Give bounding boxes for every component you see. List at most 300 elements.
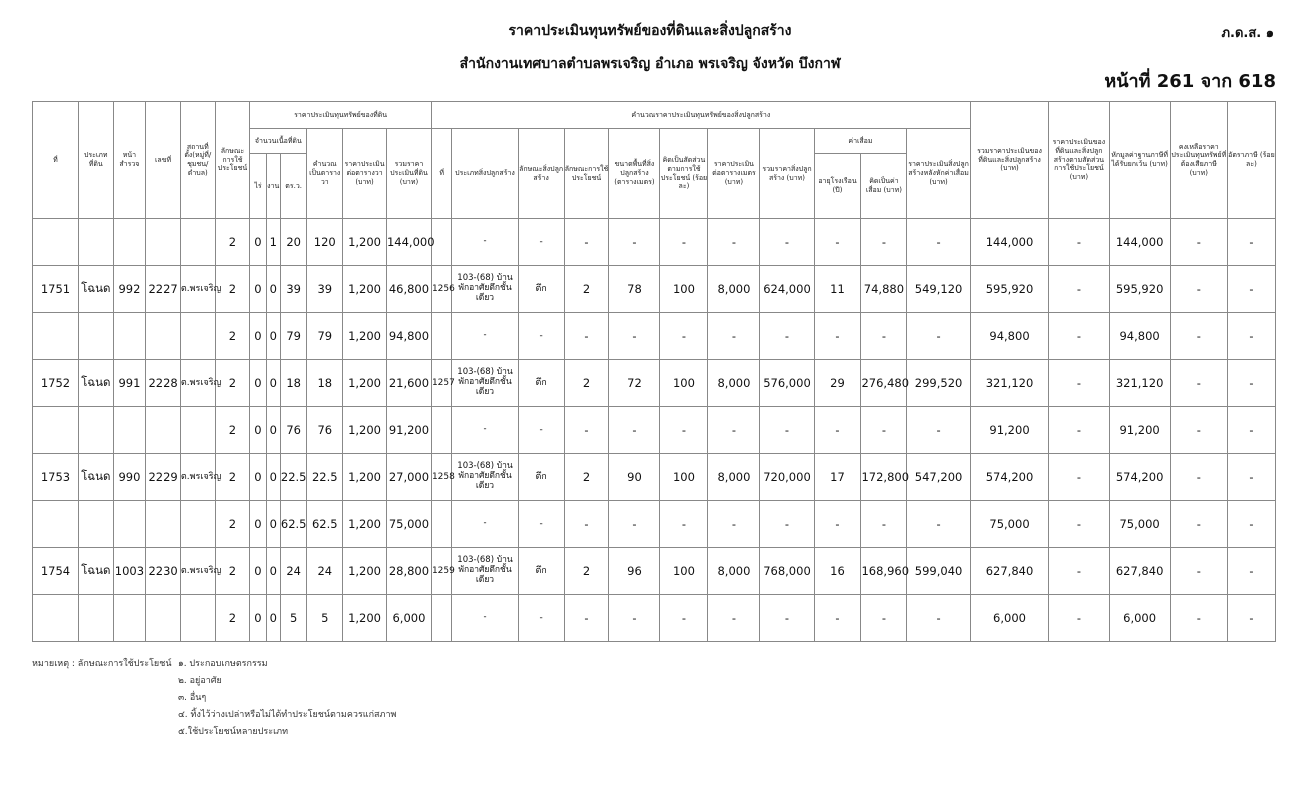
cell-building-area: - — [609, 313, 660, 360]
cell-deduction: 6,000 — [1109, 595, 1170, 642]
cell-price-per-sqm: 8,000 — [708, 266, 760, 313]
cell-ngan: 0 — [266, 313, 280, 360]
cell-price-per-sqm: - — [708, 595, 760, 642]
cell-percent-use: - — [660, 313, 708, 360]
footnote-label: หมายเหตุ : ลักษณะการใช้ประโยชน์ — [32, 659, 172, 669]
cell-wa: 76 — [280, 407, 307, 454]
cell-remaining: - — [1170, 548, 1227, 595]
col-price-per-sqm: ราคาประเมินต่อตารางเมตร (บาท) — [708, 129, 760, 219]
cell-building-area: - — [609, 219, 660, 266]
cell-building-type: 103-(68) บ้านพักอาศัยตึกชั้นเดียว — [452, 266, 518, 313]
cell-building-total: 720,000 — [760, 454, 814, 501]
cell-building-no — [431, 407, 451, 454]
cell-building-total: - — [760, 595, 814, 642]
cell-price-per-wa: 1,200 — [343, 454, 387, 501]
cell-depreciation-amount: - — [861, 407, 907, 454]
cell-rai: 0 — [250, 501, 266, 548]
cell-land-total: 75,000 — [386, 501, 431, 548]
col-rai: ไร่ — [250, 154, 266, 219]
cell-building-after-depreciation: 547,200 — [907, 454, 970, 501]
cell-building-total: 624,000 — [760, 266, 814, 313]
cell-land-total: 94,800 — [386, 313, 431, 360]
cell-remaining: - — [1170, 266, 1227, 313]
col-building-total: รวมราคาสิ่งปลูกสร้าง (บาท) — [760, 129, 814, 219]
cell-rai: 0 — [250, 313, 266, 360]
cell-number — [146, 595, 181, 642]
cell-usage: 2 — [215, 219, 250, 266]
cell-title-type: โฉนด — [78, 548, 113, 595]
cell-price-per-wa: 1,200 — [343, 360, 387, 407]
cell-building-kind: ตึก — [518, 454, 564, 501]
cell-remaining: - — [1170, 313, 1227, 360]
cell-percent-use: 100 — [660, 454, 708, 501]
cell-survey-page — [113, 501, 146, 548]
cell-no — [33, 407, 79, 454]
col-proportional-value: ราคาประเมินของที่ดินและสิ่งปลูกสร้างตามสัดส่วนการใช้ประโยชน์ (บาท) — [1049, 102, 1109, 219]
col-building-after-depreciation: ราคาประเมินสิ่งปลูกสร้างหลังหักค่าเสื่อม (บาท) — [907, 129, 970, 219]
cell-rai: 0 — [250, 266, 266, 313]
cell-building-usage: - — [564, 595, 609, 642]
table-body — [33, 219, 1276, 642]
cell-ngan: 0 — [266, 595, 280, 642]
cell-proportional-value: - — [1049, 266, 1109, 313]
col-group-land-area: จำนวนเนื้อที่ดิน — [250, 129, 307, 154]
cell-building-no — [431, 501, 451, 548]
cell-building-total: 576,000 — [760, 360, 814, 407]
cell-building-no: 1259 — [431, 548, 451, 595]
col-building-kind: ลักษณะสิ่งปลูกสร้าง — [518, 129, 564, 219]
cell-ngan: 0 — [266, 360, 280, 407]
cell-rai: 0 — [250, 595, 266, 642]
footnotes — [32, 656, 396, 741]
col-price-per-wa: ราคาประเมินต่อตารางวา (บาท) — [343, 129, 387, 219]
cell-total-all: 321,120 — [970, 360, 1049, 407]
cell-title-type: โฉนด — [78, 266, 113, 313]
cell-depreciation-amount: 168,960 — [861, 548, 907, 595]
cell-survey-page — [113, 595, 146, 642]
col-wa: ตร.ว. — [280, 154, 307, 219]
cell-wa: 24 — [280, 548, 307, 595]
cell-wa: 62.5 — [280, 501, 307, 548]
cell-building-usage: 2 — [564, 360, 609, 407]
cell-total-all: 6,000 — [970, 595, 1049, 642]
cell-tax-rate: - — [1227, 407, 1275, 454]
col-number: เลขที่ — [146, 102, 181, 219]
col-group-depreciation: ค่าเสื่อม — [814, 129, 907, 154]
form-code: ภ.ด.ส. ๑ — [1221, 26, 1274, 41]
cell-sq-wa: 5 — [307, 595, 343, 642]
cell-deduction: 627,840 — [1109, 548, 1170, 595]
cell-building-total: - — [760, 313, 814, 360]
cell-building-type: - — [452, 313, 518, 360]
cell-price-per-wa: 1,200 — [343, 219, 387, 266]
cell-tax-rate: - — [1227, 548, 1275, 595]
cell-proportional-value: - — [1049, 501, 1109, 548]
cell-survey-page: 990 — [113, 454, 146, 501]
cell-number: 2230 — [146, 548, 181, 595]
cell-building-usage: 2 — [564, 454, 609, 501]
cell-total-all: 144,000 — [970, 219, 1049, 266]
cell-building-after-depreciation: - — [907, 313, 970, 360]
cell-survey-page: 1003 — [113, 548, 146, 595]
cell-location — [180, 313, 215, 360]
cell-age: 16 — [814, 548, 861, 595]
cell-building-after-depreciation: - — [907, 501, 970, 548]
cell-age: - — [814, 313, 861, 360]
cell-tax-rate: - — [1227, 219, 1275, 266]
cell-price-per-sqm: 8,000 — [708, 360, 760, 407]
cell-usage: 2 — [215, 454, 250, 501]
cell-sq-wa: 62.5 — [307, 501, 343, 548]
cell-depreciation-amount: - — [861, 219, 907, 266]
cell-proportional-value: - — [1049, 219, 1109, 266]
cell-proportional-value: - — [1049, 454, 1109, 501]
cell-percent-use: - — [660, 501, 708, 548]
cell-building-area: - — [609, 595, 660, 642]
col-age: อายุโรงเรือน (ปี) — [814, 154, 861, 219]
cell-remaining: - — [1170, 219, 1227, 266]
cell-usage: 2 — [215, 407, 250, 454]
cell-sq-wa: 22.5 — [307, 454, 343, 501]
col-building-area: ขนาดพื้นที่สิ่งปลูกสร้าง (ตารางเมตร) — [609, 129, 660, 219]
cell-building-kind: - — [518, 313, 564, 360]
cell-deduction: 91,200 — [1109, 407, 1170, 454]
cell-land-total: 46,800 — [386, 266, 431, 313]
table-row — [33, 313, 1276, 360]
cell-survey-page: 991 — [113, 360, 146, 407]
cell-price-per-wa: 1,200 — [343, 595, 387, 642]
col-title-type: ประเภทที่ดิน — [78, 102, 113, 219]
cell-rai: 0 — [250, 360, 266, 407]
cell-number: 2227 — [146, 266, 181, 313]
cell-price-per-sqm: - — [708, 219, 760, 266]
cell-percent-use: - — [660, 407, 708, 454]
cell-no: 1753 — [33, 454, 79, 501]
cell-location: ต.พรเจริญ — [180, 454, 215, 501]
cell-ngan: 0 — [266, 266, 280, 313]
col-deduction: หักมูลค่าฐานภาษีที่ได้รับยกเว้น (บาท) — [1109, 102, 1170, 219]
cell-location — [180, 501, 215, 548]
col-building-type: ประเภทสิ่งปลูกสร้าง — [452, 129, 518, 219]
cell-land-total: 6,000 — [386, 595, 431, 642]
cell-price-per-sqm: - — [708, 501, 760, 548]
cell-building-area: 72 — [609, 360, 660, 407]
cell-tax-rate: - — [1227, 313, 1275, 360]
cell-sq-wa: 18 — [307, 360, 343, 407]
table-row — [33, 501, 1276, 548]
cell-deduction: 94,800 — [1109, 313, 1170, 360]
cell-ngan: 0 — [266, 501, 280, 548]
table-row — [33, 266, 1276, 313]
cell-rai: 0 — [250, 548, 266, 595]
cell-ngan: 0 — [266, 407, 280, 454]
cell-tax-rate: - — [1227, 595, 1275, 642]
cell-usage: 2 — [215, 548, 250, 595]
col-remaining: คงเหลือราคาประเมินทุนทรัพย์ที่ต้องเสียภาษี (บาท) — [1170, 102, 1227, 219]
cell-land-total: 27,000 — [386, 454, 431, 501]
cell-no — [33, 595, 79, 642]
cell-title-type: โฉนด — [78, 454, 113, 501]
cell-price-per-wa: 1,200 — [343, 548, 387, 595]
cell-number — [146, 313, 181, 360]
cell-no — [33, 219, 79, 266]
cell-number — [146, 501, 181, 548]
cell-proportional-value: - — [1049, 407, 1109, 454]
cell-percent-use: 100 — [660, 360, 708, 407]
cell-age: - — [814, 219, 861, 266]
cell-tax-rate: - — [1227, 360, 1275, 407]
footnote-item: ๔. ทิ้งไว้ว่างเปล่าหรือไม่ได้ทำประโยชน์ตามควรแก่สภาพ — [178, 710, 397, 720]
cell-building-total: 768,000 — [760, 548, 814, 595]
cell-total-all: 627,840 — [970, 548, 1049, 595]
cell-land-total: 144,000 — [386, 219, 431, 266]
cell-proportional-value: - — [1049, 548, 1109, 595]
col-percent-use: คิดเป็นสัดส่วนตามการใช้ประโยชน์ (ร้อยละ) — [660, 129, 708, 219]
footnote-item: ๕.ใช้ประโยชน์หลายประเภท — [178, 727, 289, 737]
cell-survey-page: 992 — [113, 266, 146, 313]
cell-building-no: 1256 — [431, 266, 451, 313]
cell-price-per-wa: 1,200 — [343, 407, 387, 454]
cell-no: 1752 — [33, 360, 79, 407]
cell-number — [146, 407, 181, 454]
col-survey-page: หน้าสำรวจ — [113, 102, 146, 219]
cell-building-usage: 2 — [564, 266, 609, 313]
cell-survey-page — [113, 407, 146, 454]
cell-building-kind: ตึก — [518, 266, 564, 313]
cell-price-per-sqm: - — [708, 407, 760, 454]
cell-wa: 39 — [280, 266, 307, 313]
cell-building-after-depreciation: - — [907, 595, 970, 642]
cell-building-kind: - — [518, 501, 564, 548]
cell-usage: 2 — [215, 266, 250, 313]
cell-wa: 5 — [280, 595, 307, 642]
cell-deduction: 595,920 — [1109, 266, 1170, 313]
cell-remaining: - — [1170, 360, 1227, 407]
cell-land-total: 91,200 — [386, 407, 431, 454]
table-row — [33, 595, 1276, 642]
cell-title-type — [78, 501, 113, 548]
cell-location: ต.พรเจริญ — [180, 360, 215, 407]
cell-depreciation-amount: - — [861, 595, 907, 642]
cell-building-area: - — [609, 501, 660, 548]
cell-building-type: 103-(68) บ้านพักอาศัยตึกชั้นเดียว — [452, 360, 518, 407]
cell-price-per-wa: 1,200 — [343, 266, 387, 313]
cell-age: 11 — [814, 266, 861, 313]
cell-building-no: 1257 — [431, 360, 451, 407]
cell-depreciation-amount: 172,800 — [861, 454, 907, 501]
cell-building-after-depreciation: 299,520 — [907, 360, 970, 407]
assessment-table — [32, 101, 1276, 642]
cell-age: 17 — [814, 454, 861, 501]
cell-title-type — [78, 219, 113, 266]
cell-rai: 0 — [250, 454, 266, 501]
cell-building-usage: 2 — [564, 548, 609, 595]
cell-tax-rate: - — [1227, 501, 1275, 548]
col-tax-rate: อัตราภาษี (ร้อยละ) — [1227, 102, 1275, 219]
cell-title-type — [78, 595, 113, 642]
table-row — [33, 454, 1276, 501]
cell-percent-use: 100 — [660, 548, 708, 595]
cell-price-per-wa: 1,200 — [343, 313, 387, 360]
cell-land-total: 28,800 — [386, 548, 431, 595]
col-group-land: ราคาประเมินทุนทรัพย์ของที่ดิน — [250, 102, 432, 129]
cell-wa: 79 — [280, 313, 307, 360]
cell-deduction: 75,000 — [1109, 501, 1170, 548]
cell-building-kind: - — [518, 407, 564, 454]
col-usage: ลักษณะการใช้ประโยชน์ — [215, 102, 250, 219]
cell-price-per-sqm: 8,000 — [708, 548, 760, 595]
cell-land-total: 21,600 — [386, 360, 431, 407]
table-row — [33, 360, 1276, 407]
cell-building-kind: - — [518, 595, 564, 642]
cell-usage: 2 — [215, 501, 250, 548]
cell-remaining: - — [1170, 454, 1227, 501]
cell-age: - — [814, 407, 861, 454]
cell-number: 2229 — [146, 454, 181, 501]
cell-depreciation-amount: 74,880 — [861, 266, 907, 313]
col-sq-wa: คำนวณเป็นตารางวา — [307, 129, 343, 219]
office-subtitle: สำนักงานเทศบาลตำบลพรเจริญ อำเภอ พรเจริญ จังหวัด บึงกาฬ — [459, 56, 841, 72]
col-no: ที่ — [33, 102, 79, 219]
col-total-all: รวมราคาประเมินของที่ดินและสิ่งปลูกสร้าง (บาท) — [970, 102, 1049, 219]
cell-title-type — [78, 313, 113, 360]
cell-depreciation-amount: - — [861, 313, 907, 360]
cell-proportional-value: - — [1049, 360, 1109, 407]
cell-location — [180, 219, 215, 266]
cell-building-after-depreciation: - — [907, 219, 970, 266]
cell-building-usage: - — [564, 501, 609, 548]
cell-deduction: 321,120 — [1109, 360, 1170, 407]
cell-no: 1754 — [33, 548, 79, 595]
cell-wa: 20 — [280, 219, 307, 266]
cell-building-after-depreciation: 599,040 — [907, 548, 970, 595]
cell-usage: 2 — [215, 313, 250, 360]
cell-depreciation-amount: 276,480 — [861, 360, 907, 407]
cell-location: ต.พรเจริญ — [180, 266, 215, 313]
cell-deduction: 144,000 — [1109, 219, 1170, 266]
cell-rai: 0 — [250, 407, 266, 454]
col-ngan: งาน — [266, 154, 280, 219]
cell-building-after-depreciation: 549,120 — [907, 266, 970, 313]
cell-remaining: - — [1170, 501, 1227, 548]
cell-number: 2228 — [146, 360, 181, 407]
cell-total-all: 595,920 — [970, 266, 1049, 313]
cell-no — [33, 501, 79, 548]
cell-building-no — [431, 595, 451, 642]
col-building-usage: ลักษณะการใช้ประโยชน์ — [564, 129, 609, 219]
col-building-no: ที่ — [431, 129, 451, 219]
cell-sq-wa: 24 — [307, 548, 343, 595]
cell-building-type: 103-(68) บ้านพักอาศัยตึกชั้นเดียว — [452, 454, 518, 501]
cell-building-after-depreciation: - — [907, 407, 970, 454]
cell-total-all: 574,200 — [970, 454, 1049, 501]
cell-building-type: - — [452, 219, 518, 266]
cell-ngan: 0 — [266, 454, 280, 501]
cell-total-all: 75,000 — [970, 501, 1049, 548]
cell-sq-wa: 79 — [307, 313, 343, 360]
cell-sq-wa: 120 — [307, 219, 343, 266]
cell-usage: 2 — [215, 360, 250, 407]
cell-tax-rate: - — [1227, 266, 1275, 313]
cell-ngan: 0 — [266, 548, 280, 595]
cell-survey-page — [113, 219, 146, 266]
col-land-total: รวมราคาประเมินที่ดิน (บาท) — [386, 129, 431, 219]
cell-building-area: 78 — [609, 266, 660, 313]
cell-building-no — [431, 313, 451, 360]
cell-percent-use: 100 — [660, 266, 708, 313]
cell-number — [146, 219, 181, 266]
cell-title-type — [78, 407, 113, 454]
cell-building-area: 96 — [609, 548, 660, 595]
cell-age: - — [814, 501, 861, 548]
col-location: สถานที่ตั้ง(หมู่ที่/ชุมชน/ตำบล) — [180, 102, 215, 219]
footnote-item: ๓. อื่นๆ — [178, 693, 207, 703]
cell-deduction: 574,200 — [1109, 454, 1170, 501]
cell-price-per-sqm: - — [708, 313, 760, 360]
cell-remaining: - — [1170, 595, 1227, 642]
cell-building-area: - — [609, 407, 660, 454]
cell-building-usage: - — [564, 407, 609, 454]
cell-building-kind: ตึก — [518, 360, 564, 407]
cell-price-per-wa: 1,200 — [343, 501, 387, 548]
cell-building-type: - — [452, 407, 518, 454]
cell-ngan: 1 — [266, 219, 280, 266]
cell-usage: 2 — [215, 595, 250, 642]
cell-location — [180, 407, 215, 454]
table-row — [33, 548, 1276, 595]
cell-survey-page — [113, 313, 146, 360]
cell-title-type: โฉนด — [78, 360, 113, 407]
cell-wa: 22.5 — [280, 454, 307, 501]
cell-building-usage: - — [564, 313, 609, 360]
cell-percent-use: - — [660, 595, 708, 642]
col-depreciation-amount: คิดเป็นค่าเสื่อม (บาท) — [861, 154, 907, 219]
cell-no — [33, 313, 79, 360]
cell-total-all: 94,800 — [970, 313, 1049, 360]
cell-building-kind: ตึก — [518, 548, 564, 595]
cell-building-area: 90 — [609, 454, 660, 501]
cell-building-total: - — [760, 219, 814, 266]
page-indicator: หน้าที่ 261 จาก 618 — [1104, 71, 1276, 92]
cell-building-type: - — [452, 595, 518, 642]
cell-building-kind: - — [518, 219, 564, 266]
cell-sq-wa: 39 — [307, 266, 343, 313]
footnote-item: ๒. อยู่อาศัย — [178, 676, 222, 686]
cell-price-per-sqm: 8,000 — [708, 454, 760, 501]
cell-no: 1751 — [33, 266, 79, 313]
cell-building-usage: - — [564, 219, 609, 266]
cell-building-total: - — [760, 501, 814, 548]
document-title: ราคาประเมินทุนทรัพย์ของที่ดินและสิ่งปลูกสร้าง — [508, 23, 792, 39]
cell-building-total: - — [760, 407, 814, 454]
cell-building-no: 1258 — [431, 454, 451, 501]
cell-total-all: 91,200 — [970, 407, 1049, 454]
table-row — [33, 219, 1276, 266]
cell-location — [180, 595, 215, 642]
cell-location: ต.พรเจริญ — [180, 548, 215, 595]
cell-sq-wa: 76 — [307, 407, 343, 454]
cell-wa: 18 — [280, 360, 307, 407]
footnote-item: ๑. ประกอบเกษตรกรรม — [178, 659, 268, 669]
cell-proportional-value: - — [1049, 313, 1109, 360]
cell-percent-use: - — [660, 219, 708, 266]
cell-remaining: - — [1170, 407, 1227, 454]
cell-age: - — [814, 595, 861, 642]
table-row — [33, 407, 1276, 454]
cell-age: 29 — [814, 360, 861, 407]
cell-rai: 0 — [250, 219, 266, 266]
cell-proportional-value: - — [1049, 595, 1109, 642]
